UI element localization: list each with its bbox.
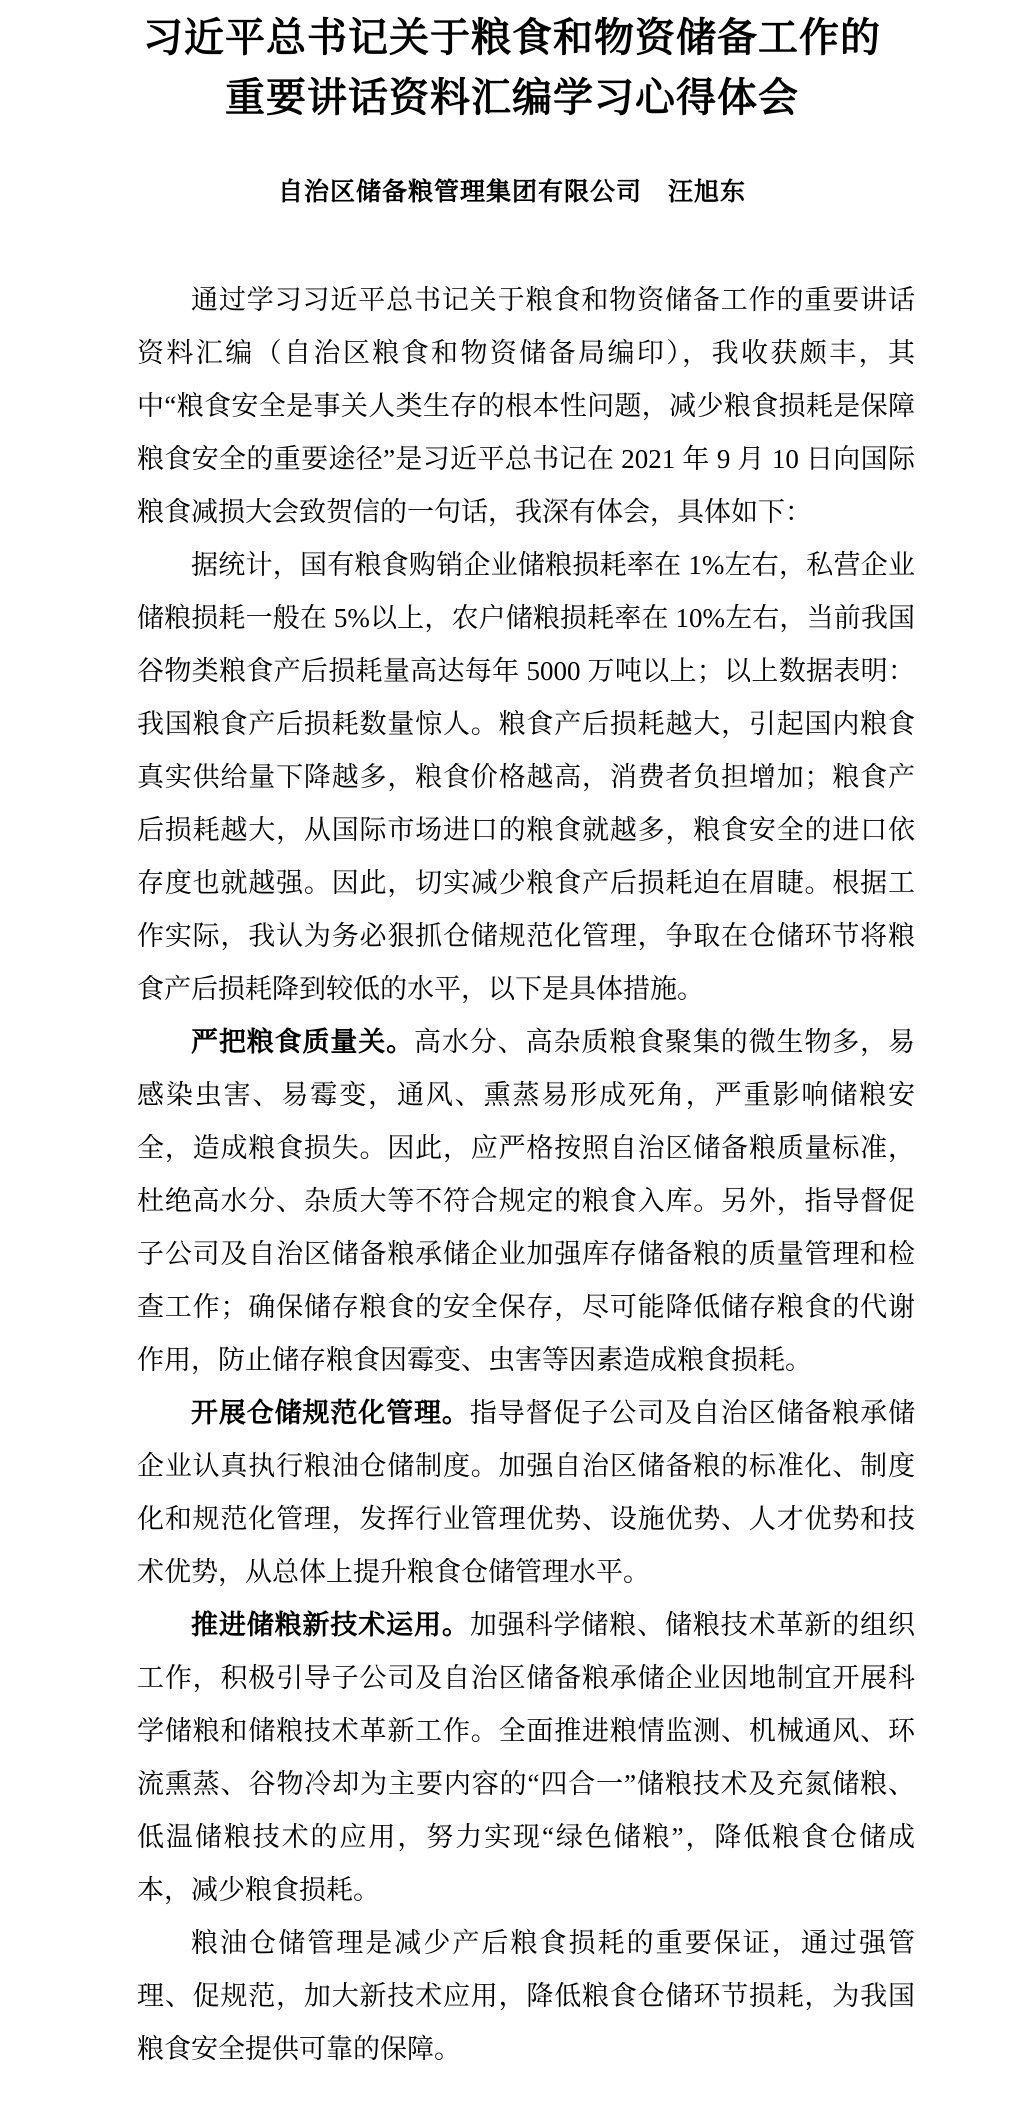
document-title xyxy=(0,0,1024,128)
paragraph-text: 粮油仓储管理是减少产后粮食损耗的重要保证，通过强管理、促规范，加大新技术应用，降低粮食仓储环节损耗，为我国粮食安全提供可靠的保障。 xyxy=(137,1928,915,2064)
paragraph-conclusion xyxy=(137,1917,915,2076)
document-byline: 自治区储备粮管理集团有限公司 汪旭东 xyxy=(277,179,746,206)
paragraph-intro xyxy=(137,274,915,539)
paragraph-text: 据统计，国有粮食购销企业储粮损耗率在 1%左右，私营企业储粮损耗一般在 5%以上，农户储粮损耗率在 10%左右，当前我国谷物类粮食产后损耗量高达每年 5000 万吨以上；以上数据表明：我国粮食产后损耗数量惊人。粮食产后损耗越大，引起国内粮食真实供给量下降越多，粮食价格越高，消费者负担增加；粮食产后损耗越大，从国际市场进口的粮食就越多，粮食安全的进口依存度也就越强。因此，切实减少粮食产后损耗迫在眉睫。根据工作实际，我认为务必狠抓仓储规范化管理，争取在仓储环节将粮食产后损耗降到较低的水平，以下是具体措施。 xyxy=(137,550,915,1004)
paragraph-text: 指导督促子公司及自治区储备粮承储企业认真执行粮油仓储制度。加强自治区储备粮的标准化、制度化和规范化管理，发挥行业管理优势、设施优势、人才优势和技术优势，从总体上提升粮食仓储管理水平。 xyxy=(137,1398,916,1587)
document-title-line-2: 重要讲话资料汇编学习心得体会 xyxy=(225,75,799,120)
paragraph-lead: 推进储粮新技术运用。 xyxy=(191,1610,470,1640)
paragraph-statistics xyxy=(137,539,915,1016)
paragraph-lead: 开展仓储规范化管理。 xyxy=(191,1398,470,1428)
document-body xyxy=(137,274,915,2076)
paragraph-text: 加强科学储粮、储粮技术革新的组织工作，积极引导子公司及自治区储备粮承储企业因地制宜开展科学储粮和储粮技术革新工作。全面推进粮情监测、机械通风、环流熏蒸、谷物冷却为主要内容的“四合一”储粮技术及充氮储粮、低温储粮技术的应用，努力实现“绿色储粮”，降低粮食仓储成本，减少粮食损耗。 xyxy=(137,1610,916,1905)
paragraph-new-technology xyxy=(137,1599,915,1917)
paragraph-text: 通过学习习近平总书记关于粮食和物资储备工作的重要讲话资料汇编（自治区粮食和物资储备局编印），我收获颇丰，其中“粮食安全是事关人类生存的根本性问题，减少粮食损耗是保障粮食安全的重要途径”是习近平总书记在 2021 年 9 月 10 日向国际粮食减损大会致贺信的一句话，我深有体会，具体如下： xyxy=(137,285,915,527)
paragraph-lead: 严把粮食质量关。 xyxy=(191,1027,415,1057)
paragraph-text: 高水分、高杂质粮食聚集的微生物多，易感染虫害、易霉变，通风、熏蒸易形成死角，严重影响储粮安全，造成粮食损失。因此，应严格按照自治区储备粮质量标准，杜绝高水分、杂质大等不符合规定的粮食入库。另外，指导督促子公司及自治区储备粮承储企业加强库存储备粮的质量管理和检查工作；确保储存粮食的安全保存，尽可能降低储存粮食的代谢作用，防止储存粮食因霉变、虫害等因素造成粮食损耗。 xyxy=(137,1027,916,1375)
document-title-line-1: 习近平总书记关于粮食和物资储备工作的 xyxy=(143,15,881,60)
paragraph-quality-control xyxy=(137,1016,915,1387)
paragraph-storage-management xyxy=(137,1387,915,1599)
